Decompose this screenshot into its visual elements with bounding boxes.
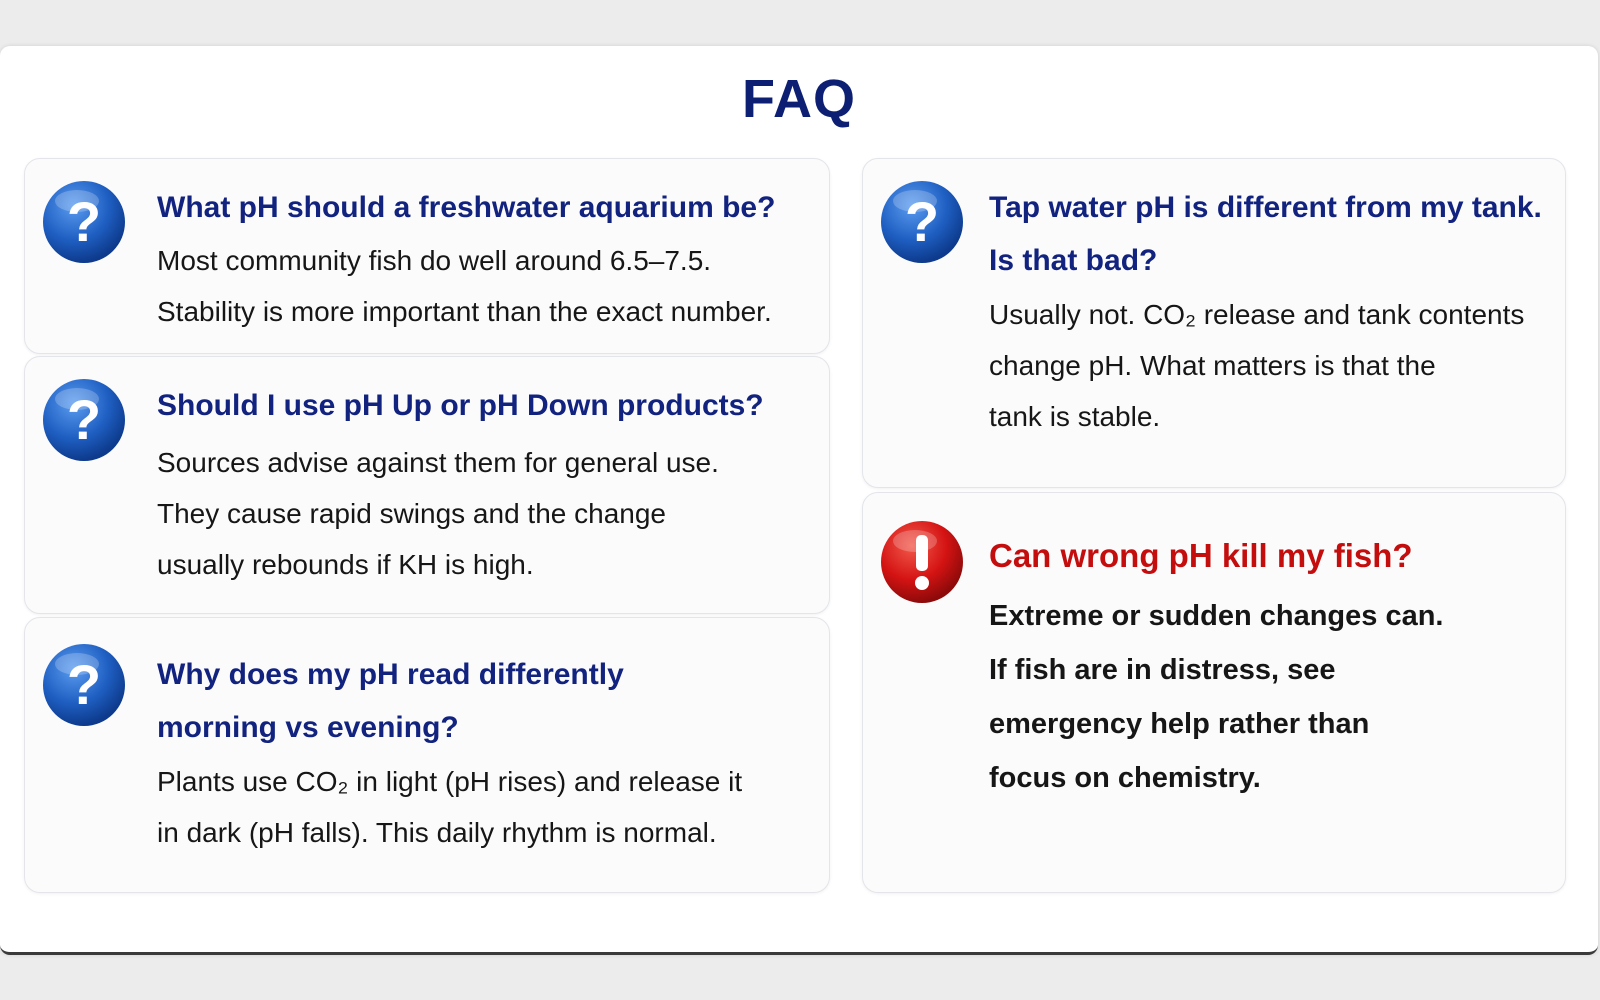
faq-answer: Extreme or sudden changes can. If fish are in distress, see emergency help rather than focus on chemistry. xyxy=(989,600,1444,794)
faq-card-ph-daily xyxy=(24,617,830,893)
faq-card-ph-range xyxy=(24,158,830,354)
faq-question: What pH should a freshwater aquarium be? xyxy=(157,191,776,224)
faq-panel xyxy=(0,46,1598,955)
svg-text:?: ? xyxy=(66,653,102,716)
faq-answer: Most community fish do well around 6.5–7.5. Stability is more important than the exact number. xyxy=(157,245,772,327)
faq-answer: Plants use CO₂ in light (pH rises) and release it in dark (pH falls). This daily rhythm is normal. xyxy=(157,766,743,848)
question-circle-icon xyxy=(41,642,127,728)
faq-question: Should I use pH Up or pH Down products? xyxy=(157,389,764,422)
faq-card-ph-danger xyxy=(862,492,1566,893)
svg-text:?: ? xyxy=(904,190,940,253)
exclamation-circle-icon xyxy=(879,519,965,605)
faq-card-ph-products xyxy=(24,356,830,614)
page-title: FAQ xyxy=(741,69,856,129)
svg-text:?: ? xyxy=(66,190,102,253)
question-circle-icon xyxy=(41,377,127,463)
svg-text:?: ? xyxy=(66,388,102,451)
faq-answer: Sources advise against them for general use. They cause rapid swings and the change usually rebounds if KH is high. xyxy=(157,447,719,580)
question-circle-icon xyxy=(879,179,965,265)
faq-question: Can wrong pH kill my fish? xyxy=(989,537,1413,574)
faq-answer: Usually not. CO₂ release and tank contents change pH. What matters is that the tank is stable. xyxy=(989,299,1525,432)
faq-question: Why does my pH read differently morning vs evening? xyxy=(157,658,624,744)
faq-card-tap-water xyxy=(862,158,1566,488)
question-circle-icon xyxy=(41,179,127,265)
faq-question: Tap water pH is different from my tank. Is that bad? xyxy=(989,191,1542,277)
